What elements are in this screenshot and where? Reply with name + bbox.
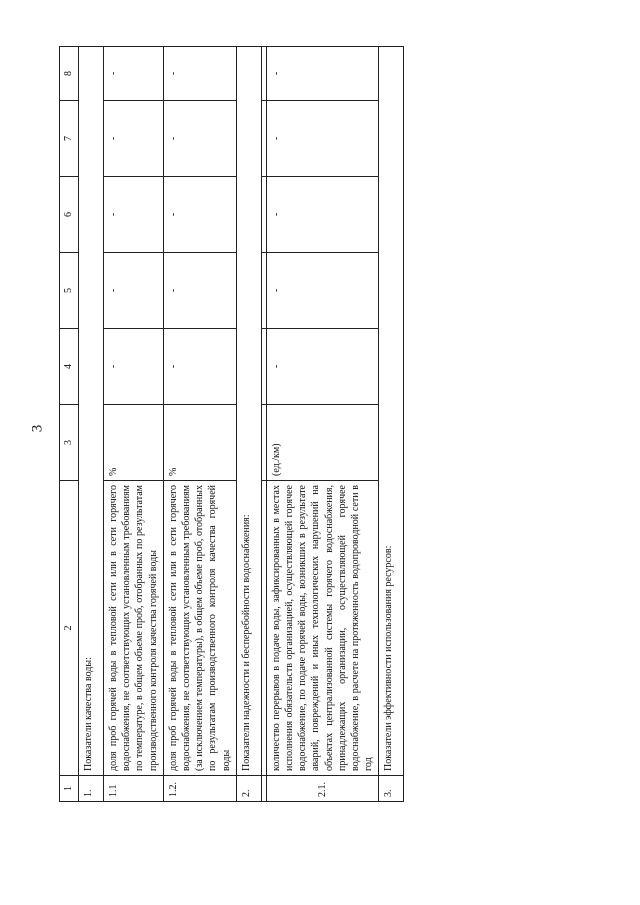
value-cell: - bbox=[163, 329, 236, 405]
value-cell: - bbox=[104, 101, 164, 177]
indicator-text: доля проб горячей воды в тепловой сети или в сети горячего водоснабжения, не соответствующих установленным требованиям (за исключением температуры), в общем объеме проб, отобранных по результатам производственного контроля качества горячей воды bbox=[163, 481, 236, 776]
table-row bbox=[266, 47, 379, 802]
section-row bbox=[236, 47, 261, 802]
value-cell: - bbox=[266, 253, 379, 329]
value-cell: - bbox=[266, 47, 379, 101]
value-cell: - bbox=[104, 329, 164, 405]
section-number: 2. bbox=[236, 776, 261, 802]
table-row bbox=[163, 47, 236, 802]
row-number: 1.1 bbox=[104, 776, 164, 802]
col-header-3: 3 bbox=[60, 405, 79, 481]
section-number: 1. bbox=[79, 776, 104, 802]
unit-cell: % bbox=[163, 405, 236, 481]
rotated-table-container bbox=[59, 47, 539, 802]
value-cell: - bbox=[163, 253, 236, 329]
indicators-table bbox=[59, 46, 404, 802]
section-title: Показатели качества воды: bbox=[79, 47, 104, 776]
section-number: 3. bbox=[379, 776, 404, 802]
col-header-1: 1 bbox=[60, 776, 79, 802]
col-header-7: 7 bbox=[60, 101, 79, 177]
section-title: Показатели эффективности использования ресурсов: bbox=[379, 47, 404, 776]
unit-cell: % bbox=[104, 405, 164, 481]
table-row bbox=[104, 47, 164, 802]
value-cell: - bbox=[163, 177, 236, 253]
value-cell: - bbox=[104, 177, 164, 253]
col-header-4: 4 bbox=[60, 329, 79, 405]
value-cell: - bbox=[266, 177, 379, 253]
unit-cell: (ед./км) bbox=[266, 405, 379, 481]
value-cell: - bbox=[163, 101, 236, 177]
section-row bbox=[379, 47, 404, 802]
indicator-text: количество перерывов в подаче воды, зафиксированных в местах исполнения обязательств организацией, осуществляющей горячее водоснабжение, по подаче горячей воды, возникших в результате аварий, повреждений и иных технологических нарушений на объектах централизованной системы горячего водоснабжения, принадлежащих организации, осуществляющей горячее водоснабжение, в расчете на протяженность водопроводной сети в год bbox=[266, 481, 379, 776]
header-row bbox=[60, 47, 79, 802]
value-cell: - bbox=[104, 47, 164, 101]
value-cell: - bbox=[163, 47, 236, 101]
col-header-6: 6 bbox=[60, 177, 79, 253]
col-header-2: 2 bbox=[60, 481, 79, 776]
indicator-text: доля проб горячей воды в тепловой сети или в сети горячего водоснабжения, не соответствующих установленным требованиям по температуре, в общем объеме проб, отобранных по результатам производственного контроля качества горячей воды bbox=[104, 481, 164, 776]
page-number: 3 bbox=[29, 424, 46, 433]
value-cell: - bbox=[104, 253, 164, 329]
col-header-8: 8 bbox=[60, 47, 79, 101]
value-cell: - bbox=[266, 329, 379, 405]
col-header-5: 5 bbox=[60, 253, 79, 329]
section-title: Показатели надежности и бесперебойности водоснабжения: bbox=[236, 47, 261, 776]
section-row bbox=[79, 47, 104, 802]
row-number: 2.1. bbox=[266, 776, 379, 802]
row-number: 1.2. bbox=[163, 776, 236, 802]
value-cell: - bbox=[266, 101, 379, 177]
